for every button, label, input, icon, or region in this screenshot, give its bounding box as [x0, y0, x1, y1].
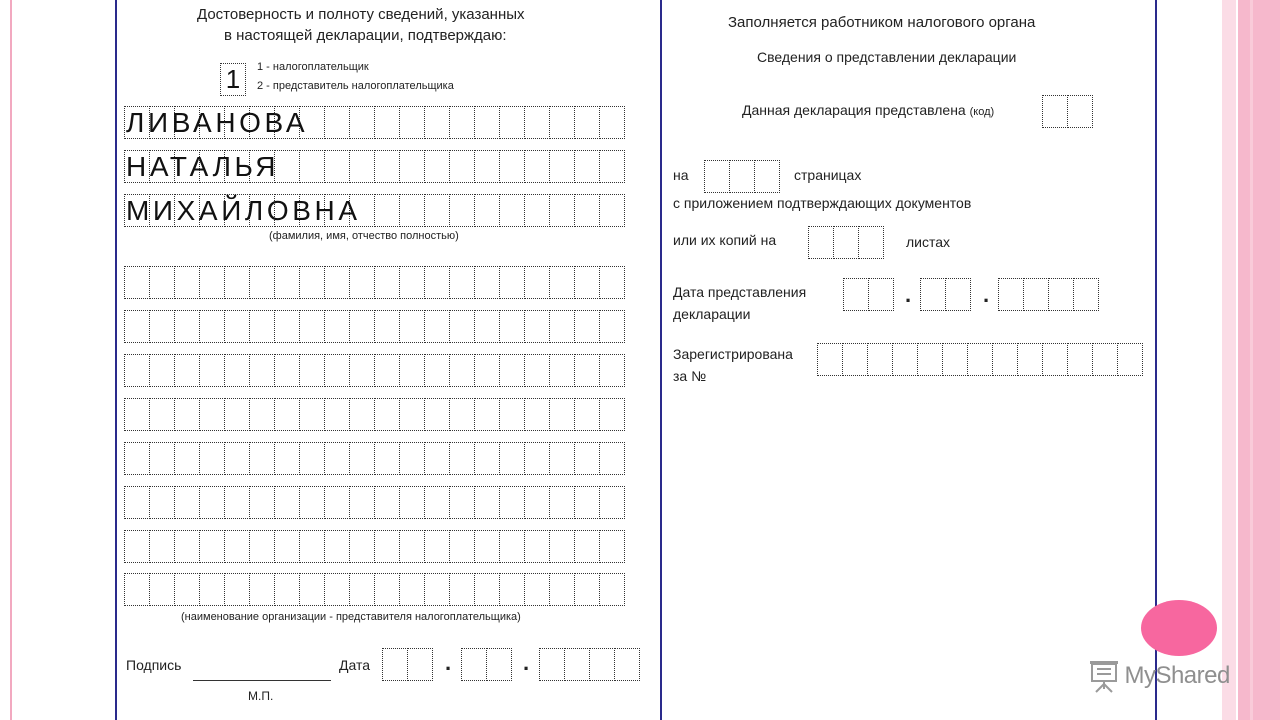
letter-cell[interactable] — [424, 398, 450, 431]
letter-cell[interactable] — [549, 486, 575, 519]
sheets-cell[interactable] — [833, 226, 859, 259]
letter-cell[interactable] — [299, 573, 325, 606]
surname-field[interactable] — [124, 106, 624, 139]
letter-cell[interactable] — [199, 530, 225, 563]
signature-date-day[interactable] — [382, 648, 432, 681]
registration-number-field[interactable] — [817, 343, 1142, 376]
letter-cell[interactable] — [324, 106, 350, 139]
fio-caption: (фамилия, имя, отчество полностью) — [269, 230, 459, 242]
registration-cell[interactable] — [1042, 343, 1068, 376]
letter-cell[interactable] — [599, 573, 625, 606]
letter-cell[interactable] — [249, 442, 275, 475]
submission-date-day[interactable] — [843, 278, 893, 311]
registration-cell[interactable] — [917, 343, 943, 376]
registration-cell[interactable] — [1092, 343, 1118, 376]
letter-cell[interactable] — [524, 398, 550, 431]
org-name-row[interactable] — [124, 442, 624, 475]
pages-field[interactable] — [704, 160, 779, 193]
letter-cell[interactable] — [374, 354, 400, 387]
submission-subheading: Сведения о представлении декларации — [757, 49, 1017, 65]
letter-cell[interactable] — [124, 266, 150, 299]
letter-cell[interactable] — [224, 310, 250, 343]
letter-cell[interactable] — [124, 486, 150, 519]
letter-cell[interactable] — [499, 573, 525, 606]
letter-cell[interactable] — [124, 354, 150, 387]
letter-cell[interactable] — [399, 150, 425, 183]
right-stripe-light — [1222, 0, 1236, 720]
letter-cell[interactable] — [249, 486, 275, 519]
letter-cell[interactable] — [574, 573, 600, 606]
letter-cell[interactable] — [199, 573, 225, 606]
letter-cell[interactable] — [524, 150, 550, 183]
pages-cell[interactable] — [729, 160, 755, 193]
letter-cell[interactable] — [574, 398, 600, 431]
date-cell[interactable] — [868, 278, 894, 311]
letter-cell[interactable] — [274, 486, 300, 519]
letter-cell[interactable] — [449, 573, 475, 606]
letter-cell[interactable] — [224, 398, 250, 431]
letter-cell[interactable] — [349, 398, 375, 431]
letter-cell[interactable] — [399, 530, 425, 563]
registration-cell[interactable] — [1117, 343, 1143, 376]
letter-cell[interactable] — [249, 310, 275, 343]
letter-cell[interactable] — [124, 442, 150, 475]
letter-cell[interactable] — [449, 486, 475, 519]
registration-cell[interactable] — [817, 343, 843, 376]
date-cell[interactable] — [945, 278, 971, 311]
letter-cell[interactable] — [524, 486, 550, 519]
left-gutter-line — [10, 0, 12, 720]
submitted-text: Данная декларация представлена — [742, 102, 966, 118]
letter-cell[interactable] — [424, 442, 450, 475]
registration-cell[interactable] — [867, 343, 893, 376]
letter-cell[interactable] — [274, 530, 300, 563]
letter-cell[interactable] — [399, 442, 425, 475]
org-name-row[interactable] — [124, 530, 624, 563]
letter-cell[interactable] — [399, 194, 425, 227]
letter-cell[interactable] — [374, 266, 400, 299]
letter-cell[interactable] — [449, 266, 475, 299]
letter-cell[interactable] — [599, 106, 625, 139]
letter-cell[interactable] — [274, 442, 300, 475]
letter-cell[interactable] — [174, 266, 200, 299]
letter-cell[interactable] — [449, 194, 475, 227]
org-name-row[interactable] — [124, 266, 624, 299]
letter-cell[interactable] — [599, 194, 625, 227]
letter-cell[interactable] — [174, 354, 200, 387]
letter-cell[interactable] — [149, 530, 175, 563]
letter-cell[interactable] — [174, 442, 200, 475]
letter-cell[interactable] — [574, 310, 600, 343]
date-cell[interactable] — [614, 648, 640, 681]
letter-cell[interactable] — [499, 354, 525, 387]
letter-cell[interactable] — [349, 530, 375, 563]
letter-cell[interactable] — [324, 442, 350, 475]
letter-cell[interactable] — [374, 398, 400, 431]
letter-cell[interactable] — [549, 398, 575, 431]
registered-label-2: за № — [673, 368, 707, 384]
letter-cell[interactable] — [524, 310, 550, 343]
letter-cell[interactable] — [474, 442, 500, 475]
submission-date-month[interactable] — [920, 278, 970, 311]
letter-cell[interactable] — [499, 194, 525, 227]
letter-cell[interactable] — [124, 530, 150, 563]
confirmation-heading-line1: Достоверность и полноту сведений, указанных — [197, 6, 525, 23]
letter-cell[interactable] — [399, 266, 425, 299]
signature-line[interactable] — [193, 680, 331, 681]
date-cell[interactable] — [998, 278, 1024, 311]
letter-cell[interactable] — [324, 310, 350, 343]
org-name-row[interactable] — [124, 486, 624, 519]
copies-label: или их копий на — [673, 232, 777, 248]
tax-office-section — [660, 0, 1157, 720]
letter-cell[interactable] — [224, 266, 250, 299]
letter-cell[interactable] — [349, 573, 375, 606]
letter-cell[interactable] — [424, 310, 450, 343]
watermark-brand: MyShared — [1124, 662, 1230, 689]
signer-code-cell[interactable]: 1 — [220, 63, 246, 96]
letter-cell[interactable] — [474, 354, 500, 387]
letter-cell[interactable] — [224, 486, 250, 519]
letter-cell[interactable] — [574, 354, 600, 387]
letter-cell[interactable] — [524, 530, 550, 563]
letter-cell[interactable] — [124, 310, 150, 343]
org-name-row[interactable] — [124, 398, 624, 431]
org-name-row[interactable] — [124, 573, 624, 606]
letter-cell[interactable] — [149, 442, 175, 475]
date-cell[interactable] — [920, 278, 946, 311]
letter-cell[interactable] — [349, 310, 375, 343]
letter-cell[interactable] — [449, 106, 475, 139]
letter-cell[interactable] — [549, 354, 575, 387]
patronymic-field-text: МИХАЙЛОВНА — [126, 195, 361, 226]
letter-cell[interactable] — [349, 354, 375, 387]
letter-cell[interactable] — [474, 106, 500, 139]
letter-cell[interactable] — [449, 150, 475, 183]
name-field-text: НАТАЛЬЯ — [126, 151, 280, 182]
letter-cell[interactable] — [349, 150, 375, 183]
letter-cell[interactable] — [174, 530, 200, 563]
right-stripe-pink — [1238, 0, 1280, 720]
letter-cell[interactable] — [424, 150, 450, 183]
date-cell[interactable] — [539, 648, 565, 681]
letter-cell[interactable] — [499, 106, 525, 139]
letter-cell[interactable] — [574, 266, 600, 299]
letter-cell[interactable] — [124, 398, 150, 431]
letter-cell[interactable] — [324, 530, 350, 563]
letter-cell[interactable] — [399, 573, 425, 606]
letter-cell[interactable] — [424, 194, 450, 227]
letter-cell[interactable] — [474, 398, 500, 431]
letter-cell[interactable] — [449, 442, 475, 475]
letter-cell[interactable] — [274, 310, 300, 343]
letter-cell[interactable] — [174, 486, 200, 519]
sheets-field[interactable] — [808, 226, 883, 259]
letter-cell[interactable] — [249, 354, 275, 387]
letter-cell[interactable] — [449, 310, 475, 343]
registered-label-1: Зарегистрирована — [673, 346, 793, 362]
letter-cell[interactable] — [374, 194, 400, 227]
code-cell[interactable] — [1067, 95, 1093, 128]
code-cell[interactable] — [1042, 95, 1068, 128]
letter-cell[interactable] — [299, 398, 325, 431]
registration-cell[interactable] — [967, 343, 993, 376]
letter-cell[interactable] — [474, 486, 500, 519]
letter-cell[interactable] — [349, 486, 375, 519]
letter-cell[interactable] — [324, 354, 350, 387]
surname-field-text: ЛИВАНОВА — [126, 107, 309, 138]
letter-cell[interactable] — [174, 573, 200, 606]
letter-cell[interactable] — [224, 354, 250, 387]
letter-cell[interactable] — [549, 106, 575, 139]
letter-cell[interactable] — [299, 150, 325, 183]
org-name-row[interactable] — [124, 310, 624, 343]
letter-cell[interactable] — [599, 442, 625, 475]
org-name-row[interactable] — [124, 354, 624, 387]
date-cell[interactable] — [564, 648, 590, 681]
letter-cell[interactable] — [499, 266, 525, 299]
letter-cell[interactable] — [599, 530, 625, 563]
letter-cell[interactable] — [474, 530, 500, 563]
registration-cell[interactable] — [1067, 343, 1093, 376]
date-cell[interactable] — [1023, 278, 1049, 311]
pages-cell[interactable] — [754, 160, 780, 193]
letter-cell[interactable] — [199, 266, 225, 299]
signature-date-label: Дата — [339, 657, 371, 673]
sheets-cell[interactable] — [808, 226, 834, 259]
date-cell[interactable] — [843, 278, 869, 311]
date-cell[interactable] — [1048, 278, 1074, 311]
patronymic-field[interactable] — [124, 194, 624, 227]
letter-cell[interactable] — [199, 486, 225, 519]
registration-cell[interactable] — [842, 343, 868, 376]
name-field[interactable] — [124, 150, 624, 183]
signer-code-field[interactable] — [220, 63, 245, 96]
letter-cell[interactable] — [374, 310, 400, 343]
letter-cell[interactable] — [474, 150, 500, 183]
letter-cell[interactable] — [399, 486, 425, 519]
letter-cell[interactable] — [599, 310, 625, 343]
letter-cell[interactable] — [524, 442, 550, 475]
code-label: (код) — [969, 106, 995, 118]
letter-cell[interactable] — [224, 442, 250, 475]
letter-cell[interactable] — [549, 442, 575, 475]
letter-cell[interactable] — [199, 354, 225, 387]
stamp-label: М.П. — [248, 689, 274, 703]
letter-cell[interactable] — [249, 530, 275, 563]
letter-cell[interactable] — [574, 194, 600, 227]
letter-cell[interactable] — [299, 310, 325, 343]
letter-cell[interactable] — [274, 398, 300, 431]
letter-cell[interactable] — [174, 310, 200, 343]
letter-cell[interactable] — [524, 573, 550, 606]
confirmation-heading-line2: в настоящей декларации, подтверждаю: — [224, 27, 507, 44]
letter-cell[interactable] — [599, 266, 625, 299]
letter-cell[interactable] — [549, 530, 575, 563]
letter-cell[interactable] — [599, 354, 625, 387]
registration-cell[interactable] — [992, 343, 1018, 376]
letter-cell[interactable] — [499, 150, 525, 183]
letter-cell[interactable] — [249, 573, 275, 606]
date-cell[interactable] — [589, 648, 615, 681]
letter-cell[interactable] — [549, 150, 575, 183]
date-cell[interactable] — [486, 648, 512, 681]
letter-cell[interactable] — [274, 573, 300, 606]
registration-cell[interactable] — [892, 343, 918, 376]
letter-cell[interactable] — [424, 354, 450, 387]
org-caption: (наименование организации - представителя налогоплательщика) — [181, 611, 521, 623]
letter-cell[interactable] — [399, 310, 425, 343]
letter-cell[interactable] — [424, 530, 450, 563]
presentation-icon — [1088, 658, 1120, 694]
letter-cell[interactable] — [349, 106, 375, 139]
letter-cell[interactable] — [374, 442, 400, 475]
submission-code-field[interactable] — [1042, 95, 1092, 128]
letter-cell[interactable] — [249, 398, 275, 431]
letter-cell[interactable] — [249, 266, 275, 299]
letter-cell[interactable] — [374, 106, 400, 139]
right-stripe-inner — [1250, 0, 1253, 720]
letter-cell[interactable] — [499, 398, 525, 431]
confirmation-section — [115, 0, 662, 720]
letter-cell[interactable] — [424, 106, 450, 139]
letter-cell[interactable] — [574, 530, 600, 563]
letter-cell[interactable] — [524, 354, 550, 387]
submission-date-label-2: декларации — [673, 306, 751, 322]
letter-cell[interactable] — [574, 442, 600, 475]
letter-cell[interactable] — [149, 398, 175, 431]
date-cell[interactable] — [382, 648, 408, 681]
letter-cell[interactable] — [499, 486, 525, 519]
letter-cell[interactable] — [199, 398, 225, 431]
letter-cell[interactable] — [449, 398, 475, 431]
letter-cell[interactable] — [574, 106, 600, 139]
letter-cell[interactable] — [174, 398, 200, 431]
watermark — [1088, 658, 1230, 694]
option-representative: 2 - представитель налогоплательщика — [257, 80, 454, 92]
date-cell[interactable] — [407, 648, 433, 681]
letter-cell[interactable] — [374, 486, 400, 519]
letter-cell[interactable] — [599, 150, 625, 183]
letter-cell[interactable] — [599, 486, 625, 519]
on-label: на — [673, 167, 689, 183]
letter-cell[interactable] — [424, 266, 450, 299]
letter-cell[interactable] — [299, 354, 325, 387]
letter-cell[interactable] — [149, 310, 175, 343]
letter-cell[interactable] — [149, 354, 175, 387]
pages-label: страницах — [794, 167, 862, 183]
letter-cell[interactable] — [524, 106, 550, 139]
registration-cell[interactable] — [1017, 343, 1043, 376]
pages-cell[interactable] — [704, 160, 730, 193]
letter-cell[interactable] — [324, 486, 350, 519]
signature-label: Подпись — [126, 657, 182, 673]
letter-cell[interactable] — [424, 573, 450, 606]
letter-cell[interactable] — [449, 530, 475, 563]
letter-cell[interactable] — [399, 106, 425, 139]
letter-cell[interactable] — [574, 486, 600, 519]
letter-cell[interactable] — [299, 442, 325, 475]
letter-cell[interactable] — [199, 442, 225, 475]
letter-cell[interactable] — [349, 266, 375, 299]
letter-cell[interactable] — [599, 398, 625, 431]
letter-cell[interactable] — [324, 266, 350, 299]
registration-cell[interactable] — [942, 343, 968, 376]
letter-cell[interactable] — [224, 573, 250, 606]
letter-cell[interactable] — [474, 310, 500, 343]
letter-cell[interactable] — [499, 442, 525, 475]
letter-cell[interactable] — [149, 573, 175, 606]
submitted-label — [742, 102, 994, 118]
letter-cell[interactable] — [149, 486, 175, 519]
letter-cell[interactable] — [399, 398, 425, 431]
sheets-cell[interactable] — [858, 226, 884, 259]
letter-cell[interactable] — [199, 310, 225, 343]
letter-cell[interactable] — [299, 530, 325, 563]
letter-cell[interactable] — [499, 310, 525, 343]
tax-office-heading: Заполняется работником налогового органа — [728, 14, 1036, 31]
letter-cell[interactable] — [324, 150, 350, 183]
letter-cell[interactable] — [324, 398, 350, 431]
letter-cell[interactable] — [399, 354, 425, 387]
letter-cell[interactable] — [549, 194, 575, 227]
letter-cell[interactable] — [324, 573, 350, 606]
letter-cell[interactable] — [549, 310, 575, 343]
letter-cell[interactable] — [124, 573, 150, 606]
letter-cell[interactable] — [149, 266, 175, 299]
signature-date-year[interactable] — [539, 648, 639, 681]
letter-cell[interactable] — [374, 150, 400, 183]
date-cell[interactable] — [461, 648, 487, 681]
letter-cell[interactable] — [224, 530, 250, 563]
letter-cell[interactable] — [449, 354, 475, 387]
watermark-circle — [1141, 600, 1217, 656]
attachments-label: с приложением подтверждающих документов — [673, 195, 972, 211]
option-taxpayer: 1 - налогоплательщик — [257, 61, 369, 73]
letter-cell[interactable] — [524, 194, 550, 227]
date-separator: . — [983, 282, 990, 307]
letter-cell[interactable] — [274, 354, 300, 387]
letter-cell[interactable] — [574, 150, 600, 183]
date-separator: . — [523, 650, 530, 675]
letter-cell[interactable] — [374, 573, 400, 606]
letter-cell[interactable] — [299, 266, 325, 299]
signature-date-month[interactable] — [461, 648, 511, 681]
letter-cell[interactable] — [524, 266, 550, 299]
letter-cell[interactable] — [274, 266, 300, 299]
submission-date-label-1: Дата представления — [673, 284, 807, 300]
letter-cell[interactable] — [299, 486, 325, 519]
letter-cell[interactable] — [474, 573, 500, 606]
date-separator: . — [445, 650, 452, 675]
date-cell[interactable] — [1073, 278, 1099, 311]
sheets-label: листах — [906, 234, 951, 250]
letter-cell[interactable] — [349, 442, 375, 475]
letter-cell[interactable] — [474, 194, 500, 227]
letter-cell[interactable] — [499, 530, 525, 563]
letter-cell[interactable] — [424, 486, 450, 519]
date-separator: . — [905, 282, 912, 307]
letter-cell[interactable] — [474, 266, 500, 299]
letter-cell[interactable] — [549, 266, 575, 299]
letter-cell[interactable] — [374, 530, 400, 563]
letter-cell[interactable] — [549, 573, 575, 606]
submission-date-year[interactable] — [998, 278, 1098, 311]
